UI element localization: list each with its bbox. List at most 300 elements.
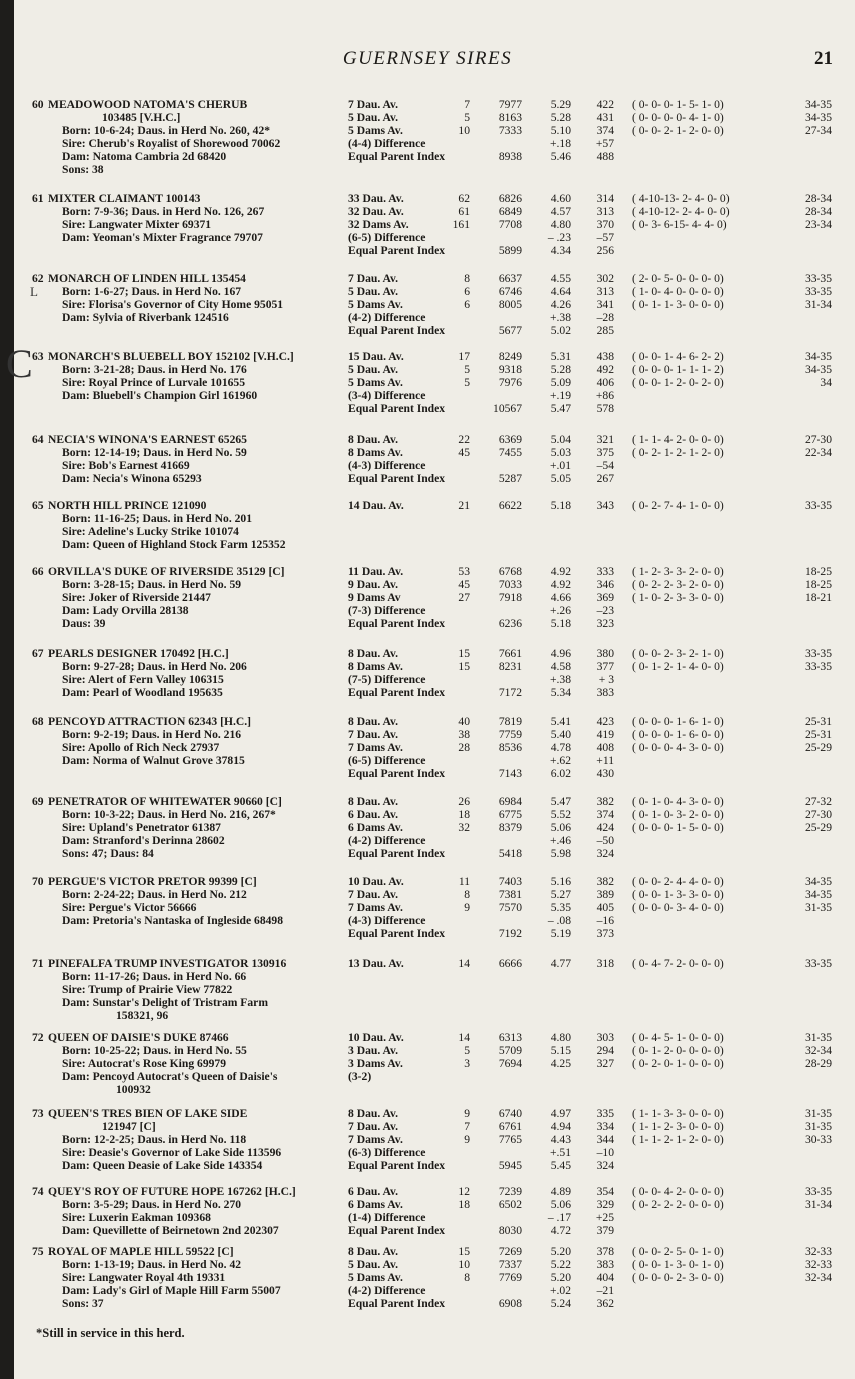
classification-distribution: ( 0- 0- 0- 1- 1- 1- 2) xyxy=(632,363,724,376)
test-percent: 5.19 xyxy=(550,927,571,940)
milk-yield: 8938 xyxy=(498,150,522,163)
classification-distribution: ( 0- 1- 2- 1- 4- 0- 0) xyxy=(632,660,724,673)
milk-yield: 6849 xyxy=(498,205,522,218)
sire-name: QUEY'S ROY OF FUTURE HOPE 167262 [H.C.] xyxy=(48,1185,296,1198)
years-range: 25-31 xyxy=(804,728,832,741)
classification-distribution: ( 0- 0- 1- 4- 6- 2- 2) xyxy=(632,350,724,363)
butterfat: 346 xyxy=(596,578,614,591)
pedigree-line: Born: 10-25-22; Daus. in Herd No. 55 xyxy=(62,1044,247,1057)
stat-label: 9 Dau. Av. xyxy=(348,578,399,591)
stat-label: 7 Dams Av. xyxy=(348,901,403,914)
butterfat: 303 xyxy=(596,1031,614,1044)
pedigree-line: Born: 11-16-25; Daus. in Herd No. 201 xyxy=(62,512,253,525)
stat-label: (1-4) Difference xyxy=(348,1211,426,1224)
years-range: 28-34 xyxy=(804,205,832,218)
years-range: 30-33 xyxy=(804,1133,832,1146)
milk-yield: 5899 xyxy=(498,244,522,257)
milk-yield: 5418 xyxy=(498,847,522,860)
butterfat: 379 xyxy=(596,1224,614,1237)
milk-yield: 7337 xyxy=(498,1258,522,1271)
pedigree-line: Sons: 38 xyxy=(62,163,104,176)
classification-distribution: ( 0- 0- 0- 2- 3- 0- 0) xyxy=(632,1271,724,1284)
entry-number: 68 xyxy=(32,715,44,728)
pedigree-line: Sire: Royal Prince of Lurvale 101655 xyxy=(62,376,246,389)
butterfat: 374 xyxy=(596,808,614,821)
sire-name: MONARCH'S BLUEBELL BOY 152102 [V.H.C.] xyxy=(48,350,294,363)
pedigree-line: Born: 12-14-19; Daus. in Herd No. 59 xyxy=(62,446,247,459)
stat-label: (6-5) Difference xyxy=(348,754,426,767)
butterfat: 492 xyxy=(596,363,614,376)
sire-name: MONARCH OF LINDEN HILL 135454 xyxy=(48,272,246,285)
stat-label: 7 Dau. Av. xyxy=(348,888,399,901)
test-percent: +.01 xyxy=(549,459,571,472)
stat-label: (3-2) xyxy=(348,1070,372,1083)
years-range: 18-21 xyxy=(804,591,832,604)
milk-yield: 8231 xyxy=(498,660,522,673)
pedigree-line: Sire: Florisa's Governor of City Home 95051 xyxy=(62,298,284,311)
stat-label: 7 Dau. Av. xyxy=(348,1120,399,1133)
stat-label: 5 Dams Av. xyxy=(348,298,403,311)
classification-distribution: ( 0- 3- 6-15- 4- 4- 0) xyxy=(632,218,727,231)
stat-label: Equal Parent Index xyxy=(348,244,446,257)
classification-distribution: ( 0- 2- 2- 2- 0- 0- 0) xyxy=(632,1198,724,1211)
milk-yield: 7819 xyxy=(498,715,522,728)
pedigree-line: Born: 9-27-28; Daus. in Herd No. 206 xyxy=(62,660,247,673)
butterfat: 382 xyxy=(596,875,614,888)
stat-label: 3 Dams Av. xyxy=(348,1057,403,1070)
pedigree-line: Sire: Apollo of Rich Neck 27937 xyxy=(62,741,220,754)
butterfat: 422 xyxy=(596,98,614,111)
milk-yield: 8379 xyxy=(498,821,522,834)
pedigree-line: Born: 3-5-29; Daus. in Herd No. 270 xyxy=(62,1198,242,1211)
butterfat: 314 xyxy=(596,192,614,205)
butterfat: –54 xyxy=(596,459,614,472)
milk-yield: 6761 xyxy=(498,1120,522,1133)
test-percent: +.62 xyxy=(549,754,571,767)
milk-yield: 5709 xyxy=(498,1044,522,1057)
milk-yield: 6622 xyxy=(498,499,522,512)
milk-yield: 6236 xyxy=(498,617,522,630)
test-percent: +.02 xyxy=(549,1284,571,1297)
test-percent: +.38 xyxy=(549,311,571,324)
pedigree-line: Sire: Luxerin Eakman 109368 xyxy=(62,1211,211,1224)
butterfat: 369 xyxy=(596,591,614,604)
stat-label: 14 Dau. Av. xyxy=(348,499,404,512)
count: 45 xyxy=(458,446,470,459)
stat-label: 5 Dams Av. xyxy=(348,1271,403,1284)
butterfat: 333 xyxy=(596,565,614,578)
classification-distribution: ( 1- 0- 4- 0- 0- 0- 0) xyxy=(632,285,724,298)
count: 5 xyxy=(464,376,470,389)
entry-number: 60 xyxy=(32,98,44,111)
count: 5 xyxy=(464,1044,470,1057)
count: 5 xyxy=(464,111,470,124)
years-range: 34-35 xyxy=(804,888,832,901)
stat-label: 33 Dau. Av. xyxy=(348,192,404,205)
test-percent: 4.80 xyxy=(550,218,571,231)
stat-label: Equal Parent Index xyxy=(348,324,446,337)
test-percent: 5.20 xyxy=(550,1271,571,1284)
years-range: 32-33 xyxy=(804,1258,832,1271)
classification-distribution: ( 0- 4- 5- 1- 0- 0- 0) xyxy=(632,1031,724,1044)
test-percent: 5.45 xyxy=(550,1159,571,1172)
stat-label: 5 Dau. Av. xyxy=(348,285,399,298)
stat-label: 6 Dams Av. xyxy=(348,821,403,834)
butterfat: 374 xyxy=(596,124,614,137)
count: 7 xyxy=(464,98,470,111)
sire-name: QUEEN'S TRES BIEN OF LAKE SIDE xyxy=(48,1107,248,1120)
test-percent: 5.46 xyxy=(550,150,571,163)
stat-label: 5 Dau. Av. xyxy=(348,363,399,376)
stat-label: 3 Dau. Av. xyxy=(348,1044,399,1057)
milk-yield: 7269 xyxy=(498,1245,522,1258)
stat-label: Equal Parent Index xyxy=(348,1159,446,1172)
registration-line: 121947 [C] xyxy=(102,1120,156,1133)
stat-label: 6 Dams Av. xyxy=(348,1198,403,1211)
stat-label: 8 Dams Av. xyxy=(348,660,403,673)
test-percent: 4.94 xyxy=(550,1120,571,1133)
classification-distribution: ( 0- 0- 2- 1- 2- 0- 0) xyxy=(632,124,724,137)
milk-yield: 6502 xyxy=(498,1198,522,1211)
milk-yield: 5945 xyxy=(498,1159,522,1172)
test-percent: 5.27 xyxy=(550,888,571,901)
count: 21 xyxy=(458,499,470,512)
count: 8 xyxy=(464,888,470,901)
test-percent: 4.96 xyxy=(550,647,571,660)
stat-label: (7-3) Difference xyxy=(348,604,426,617)
test-percent: 5.16 xyxy=(550,875,571,888)
classification-distribution: ( 0- 1- 0- 4- 3- 0- 0) xyxy=(632,795,724,808)
years-range: 31-34 xyxy=(804,298,832,311)
test-percent: 5.31 xyxy=(550,350,571,363)
stat-label: 8 Dau. Av. xyxy=(348,715,399,728)
classification-distribution: ( 0- 0- 2- 4- 4- 0- 0) xyxy=(632,875,724,888)
entry-number: 64 xyxy=(32,433,44,446)
count: 11 xyxy=(458,875,470,888)
stat-label: 10 Dau. Av. xyxy=(348,1031,404,1044)
test-percent: 4.25 xyxy=(550,1057,571,1070)
classification-distribution: ( 1- 0- 2- 3- 3- 0- 0) xyxy=(632,591,724,604)
milk-yield: 8030 xyxy=(498,1224,522,1237)
count: 61 xyxy=(458,205,470,218)
sire-name: ORVILLA'S DUKE OF RIVERSIDE 35129 [C] xyxy=(48,565,285,578)
years-range: 33-35 xyxy=(804,499,832,512)
milk-yield: 7033 xyxy=(498,578,522,591)
classification-distribution: ( 0- 0- 0- 1- 6- 0- 0) xyxy=(632,728,724,741)
test-percent: 4.92 xyxy=(550,565,571,578)
butterfat: 438 xyxy=(596,350,614,363)
stat-label: 32 Dams Av. xyxy=(348,218,409,231)
butterfat: +25 xyxy=(595,1211,614,1224)
years-range: 33-35 xyxy=(804,285,832,298)
classification-distribution: ( 0- 0- 0- 4- 3- 0- 0) xyxy=(632,741,724,754)
test-percent: 5.09 xyxy=(550,376,571,389)
count: 5 xyxy=(464,363,470,376)
pedigree-line: Sire: Alert of Fern Valley 106315 xyxy=(62,673,224,686)
test-percent: 5.03 xyxy=(550,446,571,459)
milk-yield: 7759 xyxy=(498,728,522,741)
pedigree-line: Sire: Autocrat's Rose King 69979 xyxy=(62,1057,227,1070)
sire-name: PINEFALFA TRUMP INVESTIGATOR 130916 xyxy=(48,957,287,970)
registration-line: 103485 [V.H.C.] xyxy=(102,111,181,124)
butterfat: –10 xyxy=(596,1146,614,1159)
entry-number: 67 xyxy=(32,647,44,660)
milk-yield: 7381 xyxy=(498,888,522,901)
years-range: 33-35 xyxy=(804,1185,832,1198)
stat-label: 6 Dau. Av. xyxy=(348,1185,399,1198)
years-range: 31-35 xyxy=(804,1031,832,1044)
butterfat: +86 xyxy=(595,389,614,402)
years-range: 34-35 xyxy=(804,875,832,888)
pedigree-line: Born: 12-2-25; Daus. in Herd No. 118 xyxy=(62,1133,247,1146)
pedigree-line: Born: 3-28-15; Daus. in Herd No. 59 xyxy=(62,578,242,591)
pedigree-line: Sire: Adeline's Lucky Strike 101074 xyxy=(62,525,239,538)
years-range: 25-29 xyxy=(804,821,832,834)
butterfat: 404 xyxy=(596,1271,614,1284)
pedigree-line: Born: 1-6-27; Daus. in Herd No. 167 xyxy=(62,285,242,298)
stat-label: Equal Parent Index xyxy=(348,927,446,940)
pedigree-line: Dam: Pearl of Woodland 195635 xyxy=(62,686,223,699)
years-range: 31-35 xyxy=(804,1107,832,1120)
entry-number: 75 xyxy=(32,1245,44,1258)
pedigree-line: Sire: Trump of Prairie View 77822 xyxy=(62,983,233,996)
entry-number: 70 xyxy=(32,875,44,888)
test-percent: 4.57 xyxy=(550,205,571,218)
entry-number: 74 xyxy=(32,1185,44,1198)
butterfat: 405 xyxy=(596,901,614,914)
test-percent: 5.29 xyxy=(550,98,571,111)
butterfat: 430 xyxy=(596,767,614,780)
test-percent: 5.20 xyxy=(550,1245,571,1258)
butterfat: 335 xyxy=(596,1107,614,1120)
milk-yield: 6740 xyxy=(498,1107,522,1120)
count: 14 xyxy=(458,957,470,970)
milk-yield: 7570 xyxy=(498,901,522,914)
classification-distribution: ( 0- 0- 0- 1- 5- 0- 0) xyxy=(632,821,724,834)
classification-distribution: ( 0- 2- 7- 4- 1- 0- 0) xyxy=(632,499,724,512)
years-range: 27-30 xyxy=(804,808,832,821)
stat-label: (4-3) Difference xyxy=(348,459,426,472)
years-range: 18-25 xyxy=(804,578,832,591)
butterfat: 267 xyxy=(596,472,614,485)
stat-label: 7 Dams Av. xyxy=(348,741,403,754)
stat-label: 8 Dau. Av. xyxy=(348,647,399,660)
pedigree-line: Dam: Necia's Winona 65293 xyxy=(62,472,202,485)
test-percent: 5.28 xyxy=(550,111,571,124)
stat-label: (7-5) Difference xyxy=(348,673,426,686)
count: 14 xyxy=(458,1031,470,1044)
count: 15 xyxy=(458,647,470,660)
entry-number: 73 xyxy=(32,1107,44,1120)
butterfat: 362 xyxy=(596,1297,614,1310)
stat-label: 32 Dau. Av. xyxy=(348,205,404,218)
years-range: 27-34 xyxy=(804,124,832,137)
test-percent: 5.18 xyxy=(550,617,571,630)
butterfat: –16 xyxy=(596,914,614,927)
test-percent: 5.18 xyxy=(550,499,571,512)
count: 12 xyxy=(458,1185,470,1198)
count: 17 xyxy=(458,350,470,363)
sire-name: NORTH HILL PRINCE 121090 xyxy=(48,499,207,512)
stat-label: 8 Dau. Av. xyxy=(348,1245,399,1258)
stat-label: 8 Dau. Av. xyxy=(348,795,399,808)
milk-yield: 7918 xyxy=(498,591,522,604)
stat-label: 7 Dau. Av. xyxy=(348,98,399,111)
pedigree-line: Dam: Yeoman's Mixter Fragrance 79707 xyxy=(62,231,263,244)
years-range: 33-35 xyxy=(804,647,832,660)
stat-label: 8 Dams Av. xyxy=(348,446,403,459)
count: 6 xyxy=(464,285,470,298)
butterfat: 488 xyxy=(596,150,614,163)
count: 22 xyxy=(458,433,470,446)
page-number: 21 xyxy=(814,48,833,69)
test-percent: 4.78 xyxy=(550,741,571,754)
pedigree-line: Daus: 39 xyxy=(62,617,106,630)
test-percent: 5.22 xyxy=(550,1258,571,1271)
butterfat: 578 xyxy=(596,402,614,415)
pedigree-line: Born: 10-6-24; Daus. in Herd No. 260, 42* xyxy=(62,124,271,137)
entry-number: 71 xyxy=(32,957,44,970)
pedigree-line: Born: 2-24-22; Daus. in Herd No. 212 xyxy=(62,888,247,901)
count: 26 xyxy=(458,795,470,808)
milk-yield: 6775 xyxy=(498,808,522,821)
test-percent: +.18 xyxy=(549,137,571,150)
count: 53 xyxy=(458,565,470,578)
years-range: 34 xyxy=(820,376,832,389)
count: 10 xyxy=(458,124,470,137)
butterfat: –50 xyxy=(596,834,614,847)
test-percent: – .17 xyxy=(547,1211,571,1224)
test-percent: 4.34 xyxy=(550,244,571,257)
butterfat: +57 xyxy=(595,137,614,150)
stat-label: Equal Parent Index xyxy=(348,472,446,485)
butterfat: 378 xyxy=(596,1245,614,1258)
classification-distribution: ( 0- 0- 0- 0- 4- 1- 0) xyxy=(632,111,724,124)
pedigree-line: Born: 10-3-22; Daus. in Herd No. 216, 267* xyxy=(62,808,276,821)
test-percent: 4.55 xyxy=(550,272,571,285)
stat-label: (4-2) Difference xyxy=(348,311,426,324)
entry-number: 69 xyxy=(32,795,44,808)
classification-distribution: ( 1- 1- 2- 1- 2- 0- 0) xyxy=(632,1133,724,1146)
count: 161 xyxy=(452,218,470,231)
footnote: *Still in service in this herd. xyxy=(36,1326,185,1340)
milk-yield: 5677 xyxy=(498,324,522,337)
years-range: 27-32 xyxy=(804,795,832,808)
pedigree-line: Dam: Stranford's Derinna 28602 xyxy=(62,834,225,847)
classification-distribution: ( 0- 2- 0- 1- 0- 0- 0) xyxy=(632,1057,724,1070)
years-range: 28-29 xyxy=(804,1057,832,1070)
stat-label: 9 Dams Av xyxy=(348,591,401,604)
stat-label: (3-4) Difference xyxy=(348,389,426,402)
butterfat: 377 xyxy=(596,660,614,673)
entry-number: 61 xyxy=(32,192,44,205)
stat-label: 10 Dau. Av. xyxy=(348,875,404,888)
classification-distribution: ( 4-10-12- 2- 4- 0- 0) xyxy=(632,205,730,218)
butterfat: 324 xyxy=(596,1159,614,1172)
stat-label: Equal Parent Index xyxy=(348,767,446,780)
years-range: 32-33 xyxy=(804,1245,832,1258)
test-percent: 5.28 xyxy=(550,363,571,376)
entry-number: 72 xyxy=(32,1031,44,1044)
years-range: 34-35 xyxy=(804,111,832,124)
test-percent: +.51 xyxy=(549,1146,571,1159)
count: 7 xyxy=(464,1120,470,1133)
stat-label: (4-4) Difference xyxy=(348,137,426,150)
butterfat: + 3 xyxy=(598,673,614,686)
stat-label: 7 Dau. Av. xyxy=(348,272,399,285)
pedigree-line: Dam: Queen Deasie of Lake Side 143354 xyxy=(62,1159,263,1172)
classification-distribution: ( 0- 1- 2- 0- 0- 0- 0) xyxy=(632,1044,724,1057)
classification-distribution: ( 0- 0- 1- 3- 0- 1- 0) xyxy=(632,1258,724,1271)
pedigree-line: Dam: Sunstar's Delight of Tristram Farm xyxy=(62,996,268,1009)
stat-label: Equal Parent Index xyxy=(348,847,446,860)
count: 9 xyxy=(464,1133,470,1146)
stat-label: Equal Parent Index xyxy=(348,1297,446,1310)
years-range: 28-34 xyxy=(804,192,832,205)
pedigree-line: Dam: Sylvia of Riverbank 124516 xyxy=(62,311,229,324)
butterfat: 423 xyxy=(596,715,614,728)
test-percent: 5.06 xyxy=(550,1198,571,1211)
pedigree-line: Sons: 37 xyxy=(62,1297,104,1310)
stat-label: (6-3) Difference xyxy=(348,1146,426,1159)
test-percent: 5.02 xyxy=(550,324,571,337)
pedigree-line: Dam: Norma of Walnut Grove 37815 xyxy=(62,754,245,767)
stat-label: 5 Dau. Av. xyxy=(348,1258,399,1271)
pedigree-line: Sire: Upland's Penetrator 61387 xyxy=(62,821,221,834)
test-percent: 5.47 xyxy=(550,795,571,808)
stat-label: Equal Parent Index xyxy=(348,617,446,630)
pedigree-line: Dam: Queen of Highland Stock Farm 125352 xyxy=(62,538,286,551)
years-range: 25-31 xyxy=(804,715,832,728)
classification-distribution: ( 0- 0- 1- 3- 3- 0- 0) xyxy=(632,888,724,901)
butterfat: 321 xyxy=(596,433,614,446)
test-percent: 5.04 xyxy=(550,433,571,446)
count: 15 xyxy=(458,1245,470,1258)
years-range: 32-34 xyxy=(804,1044,832,1057)
years-range: 33-35 xyxy=(804,272,832,285)
butterfat: 294 xyxy=(596,1044,614,1057)
milk-yield: 7403 xyxy=(498,875,522,888)
classification-distribution: ( 1- 2- 3- 3- 2- 0- 0) xyxy=(632,565,724,578)
test-percent: +.19 xyxy=(549,389,571,402)
classification-distribution: ( 0- 0- 0- 3- 4- 0- 0) xyxy=(632,901,724,914)
test-percent: 4.92 xyxy=(550,578,571,591)
entry-number: 62 xyxy=(32,272,44,285)
count: 28 xyxy=(458,741,470,754)
test-percent: 5.06 xyxy=(550,821,571,834)
milk-yield: 6666 xyxy=(498,957,522,970)
sire-name: PENCOYD ATTRACTION 62343 [H.C.] xyxy=(48,715,252,728)
milk-yield: 7694 xyxy=(498,1057,522,1070)
classification-distribution: ( 1- 1- 2- 3- 0- 0- 0) xyxy=(632,1120,724,1133)
milk-yield: 7172 xyxy=(498,686,522,699)
test-percent: 4.43 xyxy=(550,1133,571,1146)
test-percent: 4.80 xyxy=(550,1031,571,1044)
butterfat: 383 xyxy=(596,1258,614,1271)
milk-yield: 6369 xyxy=(498,433,522,446)
count: 32 xyxy=(458,821,470,834)
butterfat: 327 xyxy=(596,1057,614,1070)
classification-distribution: ( 0- 0- 2- 3- 2- 1- 0) xyxy=(632,647,724,660)
count: 10 xyxy=(458,1258,470,1271)
years-range: 27-30 xyxy=(804,433,832,446)
pedigree-line: Sire: Langwater Royal 4th 19331 xyxy=(62,1271,226,1284)
years-range: 34-35 xyxy=(804,98,832,111)
stat-label: 6 Dau. Av. xyxy=(348,808,399,821)
running-title: GUERNSEY SIRES xyxy=(342,48,513,69)
pedigree-line: Born: 7-9-36; Daus. in Herd No. 126, 267 xyxy=(62,205,265,218)
pedigree-line: Dam: Lady's Girl of Maple Hill Farm 55007 xyxy=(62,1284,281,1297)
